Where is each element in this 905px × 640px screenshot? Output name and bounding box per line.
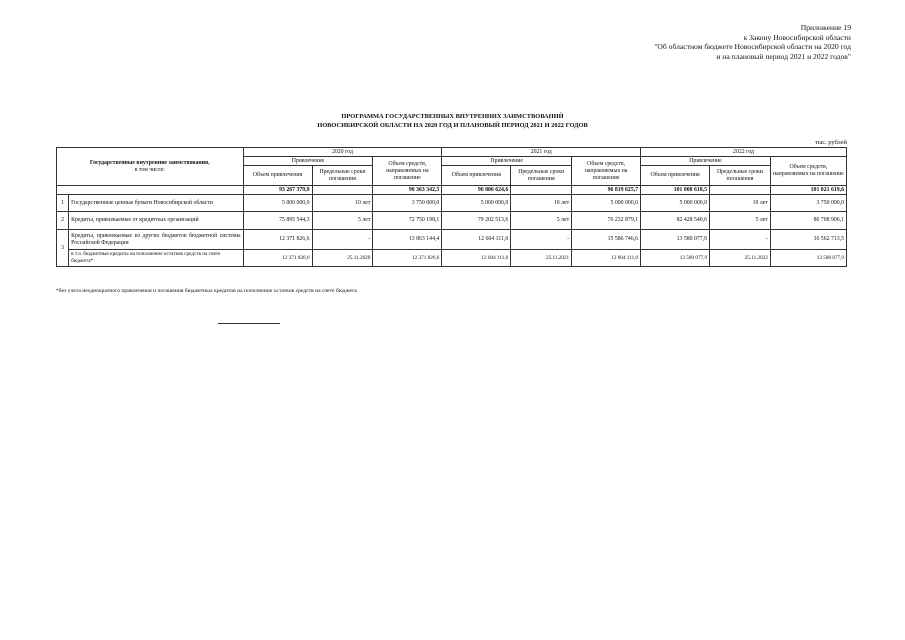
header-main-sublabel: в том числе: xyxy=(134,166,165,173)
table-cell: 25.11.2021 xyxy=(511,250,572,267)
total-cell: 101 021 619,6 xyxy=(770,186,846,195)
table-cell: 12 371 826,6 xyxy=(243,230,312,250)
table-row xyxy=(57,195,847,212)
table-cell: 3 750 000,0 xyxy=(373,195,442,212)
totals-blank xyxy=(57,186,244,195)
table-cell: 25.11.2022 xyxy=(710,250,771,267)
total-cell: 96 819 625,7 xyxy=(572,186,641,195)
table-cell: 25.11.2020 xyxy=(312,250,373,267)
total-cell: 96 806 624,6 xyxy=(442,186,511,195)
table-cell: 13 580 077,9 xyxy=(641,250,710,267)
table-cell: 5 000 000,0 xyxy=(243,195,312,212)
row-number: 3 xyxy=(57,230,69,267)
table-cell: 5 000 000,0 xyxy=(572,195,641,212)
terms-header: Предельные сроки погашения xyxy=(511,166,572,186)
terms-header: Предельные сроки погашения xyxy=(710,166,771,186)
table-cell: 15 586 746,6 xyxy=(572,230,641,250)
table-cell: 5 лет xyxy=(710,212,771,230)
terms-header: Предельные сроки погашения xyxy=(312,166,373,186)
header-years-row xyxy=(57,148,847,157)
table-cell: 16 562 713,5 xyxy=(770,230,846,250)
year-header: 2020 год xyxy=(243,148,442,157)
volume-attraction-header: Объем привлечения xyxy=(442,166,511,186)
appendix-line: "Об областном бюджете Новосибирской области на 2020 год xyxy=(654,42,851,52)
table-cell: 82 428 540,6 xyxy=(641,212,710,230)
total-blank xyxy=(312,186,373,195)
attraction-header: Привлечение xyxy=(243,157,373,166)
table-cell: 5 000 000,0 xyxy=(442,195,511,212)
repayment-header: Объем средств, направляемых на погашение xyxy=(770,157,846,186)
appendix-line: и на плановый период 2021 и 2022 годов" xyxy=(716,51,851,61)
total-cell: 93 267 379,9 xyxy=(243,186,312,195)
table-cell: 10 лет xyxy=(511,195,572,212)
table-row xyxy=(57,230,847,250)
table-cell: 75 895 544,3 xyxy=(243,212,312,230)
separator-line xyxy=(218,323,280,324)
table-cell: 5 000 000,0 xyxy=(641,195,710,212)
repayment-header: Объем средств, направляемых на погашение xyxy=(373,157,442,186)
appendix-line: Приложение 19 xyxy=(800,23,851,32)
volume-attraction-header: Объем привлечения xyxy=(641,166,710,186)
title-line: НОВОСИБИРСКОЙ ОБЛАСТИ НА 2020 ГОД И ПЛАНОВЫЙ ПЕРИОД 2021 И 2022 ГОДОВ xyxy=(317,121,588,129)
header-main-label: Государственные внутренние заимствования, xyxy=(89,159,210,166)
table-cell: 10 лет xyxy=(312,195,373,212)
table-cell: 80 708 906,1 xyxy=(770,212,846,230)
table-cell: 5 лет xyxy=(312,212,373,230)
year-header: 2021 год xyxy=(442,148,641,157)
row-number: 1 xyxy=(57,195,69,212)
document-title xyxy=(0,113,905,130)
table-cell: 13 863 144,4 xyxy=(373,230,442,250)
table-cell: 12 604 111,0 xyxy=(442,230,511,250)
units-label: тыс. рублей xyxy=(815,139,847,146)
table-cell: 12 371 826,6 xyxy=(373,250,442,267)
appendix-line: к Закону Новосибирской области xyxy=(743,32,851,42)
header-main-cell xyxy=(57,148,244,186)
year-header: 2022 год xyxy=(641,148,847,157)
attraction-header: Привлечение xyxy=(442,157,572,166)
table-cell: 5 лет xyxy=(511,212,572,230)
row-name: Государственные ценные бумаги Новосибирской области xyxy=(69,195,243,212)
total-blank xyxy=(511,186,572,195)
total-blank xyxy=(710,186,771,195)
table-cell: 12 371 826,6 xyxy=(243,250,312,267)
table-cell: 76 232 879,1 xyxy=(572,212,641,230)
table-cell: 13 580 077,9 xyxy=(641,230,710,250)
total-cell: 90 363 342,5 xyxy=(373,186,442,195)
appendix-header xyxy=(491,23,851,61)
title-line: ПРОГРАММА ГОСУДАРСТВЕННЫХ ВНУТРЕННИХ ЗАИМСТВОВАНИЙ xyxy=(341,113,564,120)
attraction-header: Привлечение xyxy=(641,157,771,166)
row-number: 2 xyxy=(57,212,69,230)
table-row xyxy=(57,212,847,230)
table-cell: 12 604 111,0 xyxy=(572,250,641,267)
table-row xyxy=(57,250,847,267)
table-cell: 10 лет xyxy=(710,195,771,212)
repayment-header: Объем средств, направляемых на погашение xyxy=(572,157,641,186)
footnote: *без учета неоднократного привлечения и погашения бюджетных кредитов на пополнение остатков средств на счете бюджета xyxy=(56,288,357,294)
volume-attraction-header: Объем привлечения xyxy=(243,166,312,186)
row-name: в т.ч. бюджетные кредиты на пополнение остатков средств на счете бюджета* xyxy=(69,250,243,267)
table-cell: 13 580 077,9 xyxy=(770,250,846,267)
table-cell: 12 604 111,0 xyxy=(442,250,511,267)
table-cell: 3 750 000,0 xyxy=(770,195,846,212)
row-name: Кредиты, привлекаемые из других бюджетов бюджетной системы Российской Федерации xyxy=(69,230,243,250)
table-cell: - xyxy=(511,230,572,250)
table-cell: - xyxy=(312,230,373,250)
totals-row xyxy=(57,186,847,195)
borrowings-table xyxy=(56,147,847,267)
total-cell: 101 008 618,5 xyxy=(641,186,710,195)
table-cell: 79 202 513,6 xyxy=(442,212,511,230)
table-cell: - xyxy=(710,230,771,250)
row-name: Кредиты, привлекаемые от кредитных организаций xyxy=(69,212,243,230)
table-cell: 72 750 198,1 xyxy=(373,212,442,230)
